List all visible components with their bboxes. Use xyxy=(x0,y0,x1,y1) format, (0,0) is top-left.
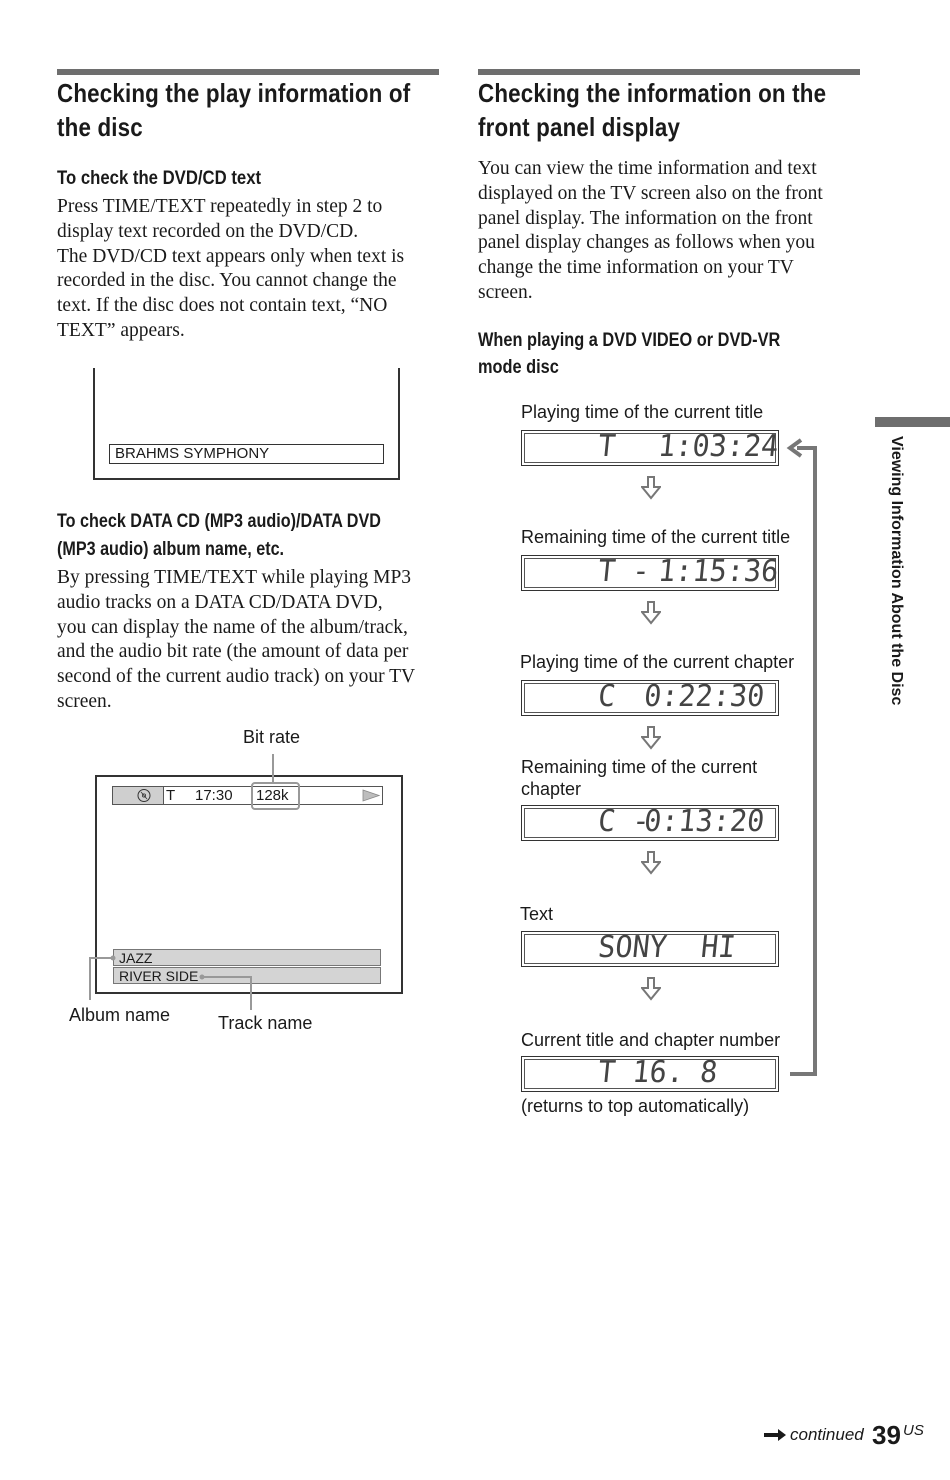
down-arrow-icon xyxy=(641,851,661,875)
display-label-text: Text xyxy=(520,904,554,924)
paragraph-line: panel display. The information on the front xyxy=(478,207,813,229)
page-region: US xyxy=(903,1422,924,1439)
right-heading-rule xyxy=(478,69,860,75)
paragraph-line: change the time information on your TV xyxy=(478,257,794,279)
paragraph-line: panel display changes as follows when you xyxy=(478,232,815,254)
disc-text-bar: BRAHMS SYMPHONY xyxy=(109,444,384,464)
lcd-right-text: 1:03:24 xyxy=(656,429,781,464)
lcd-chapter-remaining-time xyxy=(521,805,779,841)
data-cd-subheading-line1: To check DATA CD (MP3 audio)/DATA DVD xyxy=(57,511,381,532)
bit-rate-callout: Bit rate xyxy=(243,727,301,747)
display-label-title-remaining: Remaining time of the current title xyxy=(521,527,791,547)
lcd-left-text: T 16. xyxy=(596,1055,686,1090)
down-arrow-icon xyxy=(641,476,661,500)
return-note: (returns to top automatically) xyxy=(521,1096,750,1116)
play-mode-label: T xyxy=(166,787,176,804)
lcd-title-remaining-time xyxy=(521,555,779,591)
dvd-video-subheading-line1: When playing a DVD VIDEO or DVD-VR xyxy=(478,330,781,351)
display-label-chapter-remaining: Remaining time of the current chapter xyxy=(521,757,758,799)
disc-icon-cell xyxy=(113,787,164,804)
lcd-left-text: C xyxy=(596,679,618,714)
album-track-leader-lines xyxy=(80,950,280,1010)
page-number: 39 xyxy=(872,1420,901,1450)
left-heading-line2: the disc xyxy=(57,112,143,142)
paragraph-line: display text recorded on the DVD/CD. xyxy=(57,220,359,242)
continued-arrow-icon xyxy=(763,1428,787,1442)
album-name-callout: Album name xyxy=(69,1005,171,1025)
paragraph-line: displayed on the TV screen also on the front xyxy=(478,182,823,204)
lcd-left-text: C - xyxy=(596,804,652,839)
front-panel-paragraph xyxy=(478,157,823,306)
lcd-right-text: 1:15:36 xyxy=(656,554,781,589)
bit-rate-highlight xyxy=(251,782,300,810)
paragraph-line: audio tracks on a DATA CD/DATA DVD, xyxy=(57,591,383,613)
track-name-callout: Track name xyxy=(218,1013,313,1033)
lcd-title-playing-time xyxy=(521,430,779,466)
paragraph-line: screen. xyxy=(478,281,533,303)
lcd-disc-text xyxy=(521,931,779,967)
section-tab-label: Viewing Information About the Disc xyxy=(888,436,905,706)
dvd-text-paragraph xyxy=(57,195,404,344)
section-tab-bar xyxy=(875,417,950,427)
lcd-right-text: SONY HI xyxy=(596,930,738,965)
paragraph-line: The DVD/CD text appears only when text is xyxy=(57,245,405,267)
album-name-row: JAZZ xyxy=(113,949,381,966)
right-heading-line1: Checking the information on the xyxy=(478,78,827,108)
lcd-right-text: 0:22:30 xyxy=(642,679,767,714)
paragraph-line: Press TIME/TEXT repeatedly in step 2 to xyxy=(57,196,383,217)
paragraph-line: TEXT” appears. xyxy=(57,319,185,341)
return-loop-arrow xyxy=(785,436,825,1081)
paragraph-line: By pressing TIME/TEXT while playing MP3 xyxy=(57,567,412,588)
lcd-left-text: T - xyxy=(596,554,652,589)
paragraph-line: You can view the time information and text xyxy=(478,158,817,179)
paragraph-line: screen. xyxy=(57,690,112,712)
down-arrow-icon xyxy=(641,977,661,1001)
lcd-right-text: 8 xyxy=(698,1055,720,1090)
paragraph-line: and the audio bit rate (the amount of data per xyxy=(57,641,409,663)
play-icon xyxy=(362,789,380,802)
mp3-info-bar xyxy=(112,786,383,805)
lcd-left-text: T xyxy=(596,429,618,464)
left-heading-rule xyxy=(57,69,439,75)
lcd-right-text: 0:13:20 xyxy=(642,804,767,839)
continued-label: continued xyxy=(790,1425,864,1444)
display-label-chapter-playing: Playing time of the current chapter xyxy=(520,652,795,672)
disc-icon xyxy=(113,787,163,804)
lcd-chapter-playing-time xyxy=(521,680,779,716)
paragraph-line: recorded in the disc. You cannot change the xyxy=(57,270,397,292)
down-arrow-icon xyxy=(641,601,661,625)
paragraph-line: second of the current audio track) on your TV xyxy=(57,666,416,688)
display-label-title-chapter-number: Current title and chapter number xyxy=(521,1030,781,1050)
data-cd-subheading-line2: (MP3 audio) album name, etc. xyxy=(57,539,285,560)
bit-rate-value: 128k xyxy=(256,787,289,804)
paragraph-line: you can display the name of the album/track, xyxy=(57,616,408,638)
track-name-row: RIVER SIDE xyxy=(113,967,381,984)
lcd-title-chapter-number xyxy=(521,1056,779,1092)
down-arrow-icon xyxy=(641,726,661,750)
dvd-video-subheading-line2: mode disc xyxy=(478,357,559,378)
left-heading-line1: Checking the play information of xyxy=(57,78,411,108)
data-cd-paragraph xyxy=(57,566,415,715)
bit-rate-leader-line xyxy=(260,752,290,784)
paragraph-line: text. If the disc does not contain text, “NO xyxy=(57,295,388,317)
right-heading-line2: front panel display xyxy=(478,112,681,142)
elapsed-time: 17:30 xyxy=(195,787,233,804)
display-label-title-playing: Playing time of the current title xyxy=(521,402,764,422)
dvd-text-subheading: To check the DVD/CD text xyxy=(57,168,262,189)
